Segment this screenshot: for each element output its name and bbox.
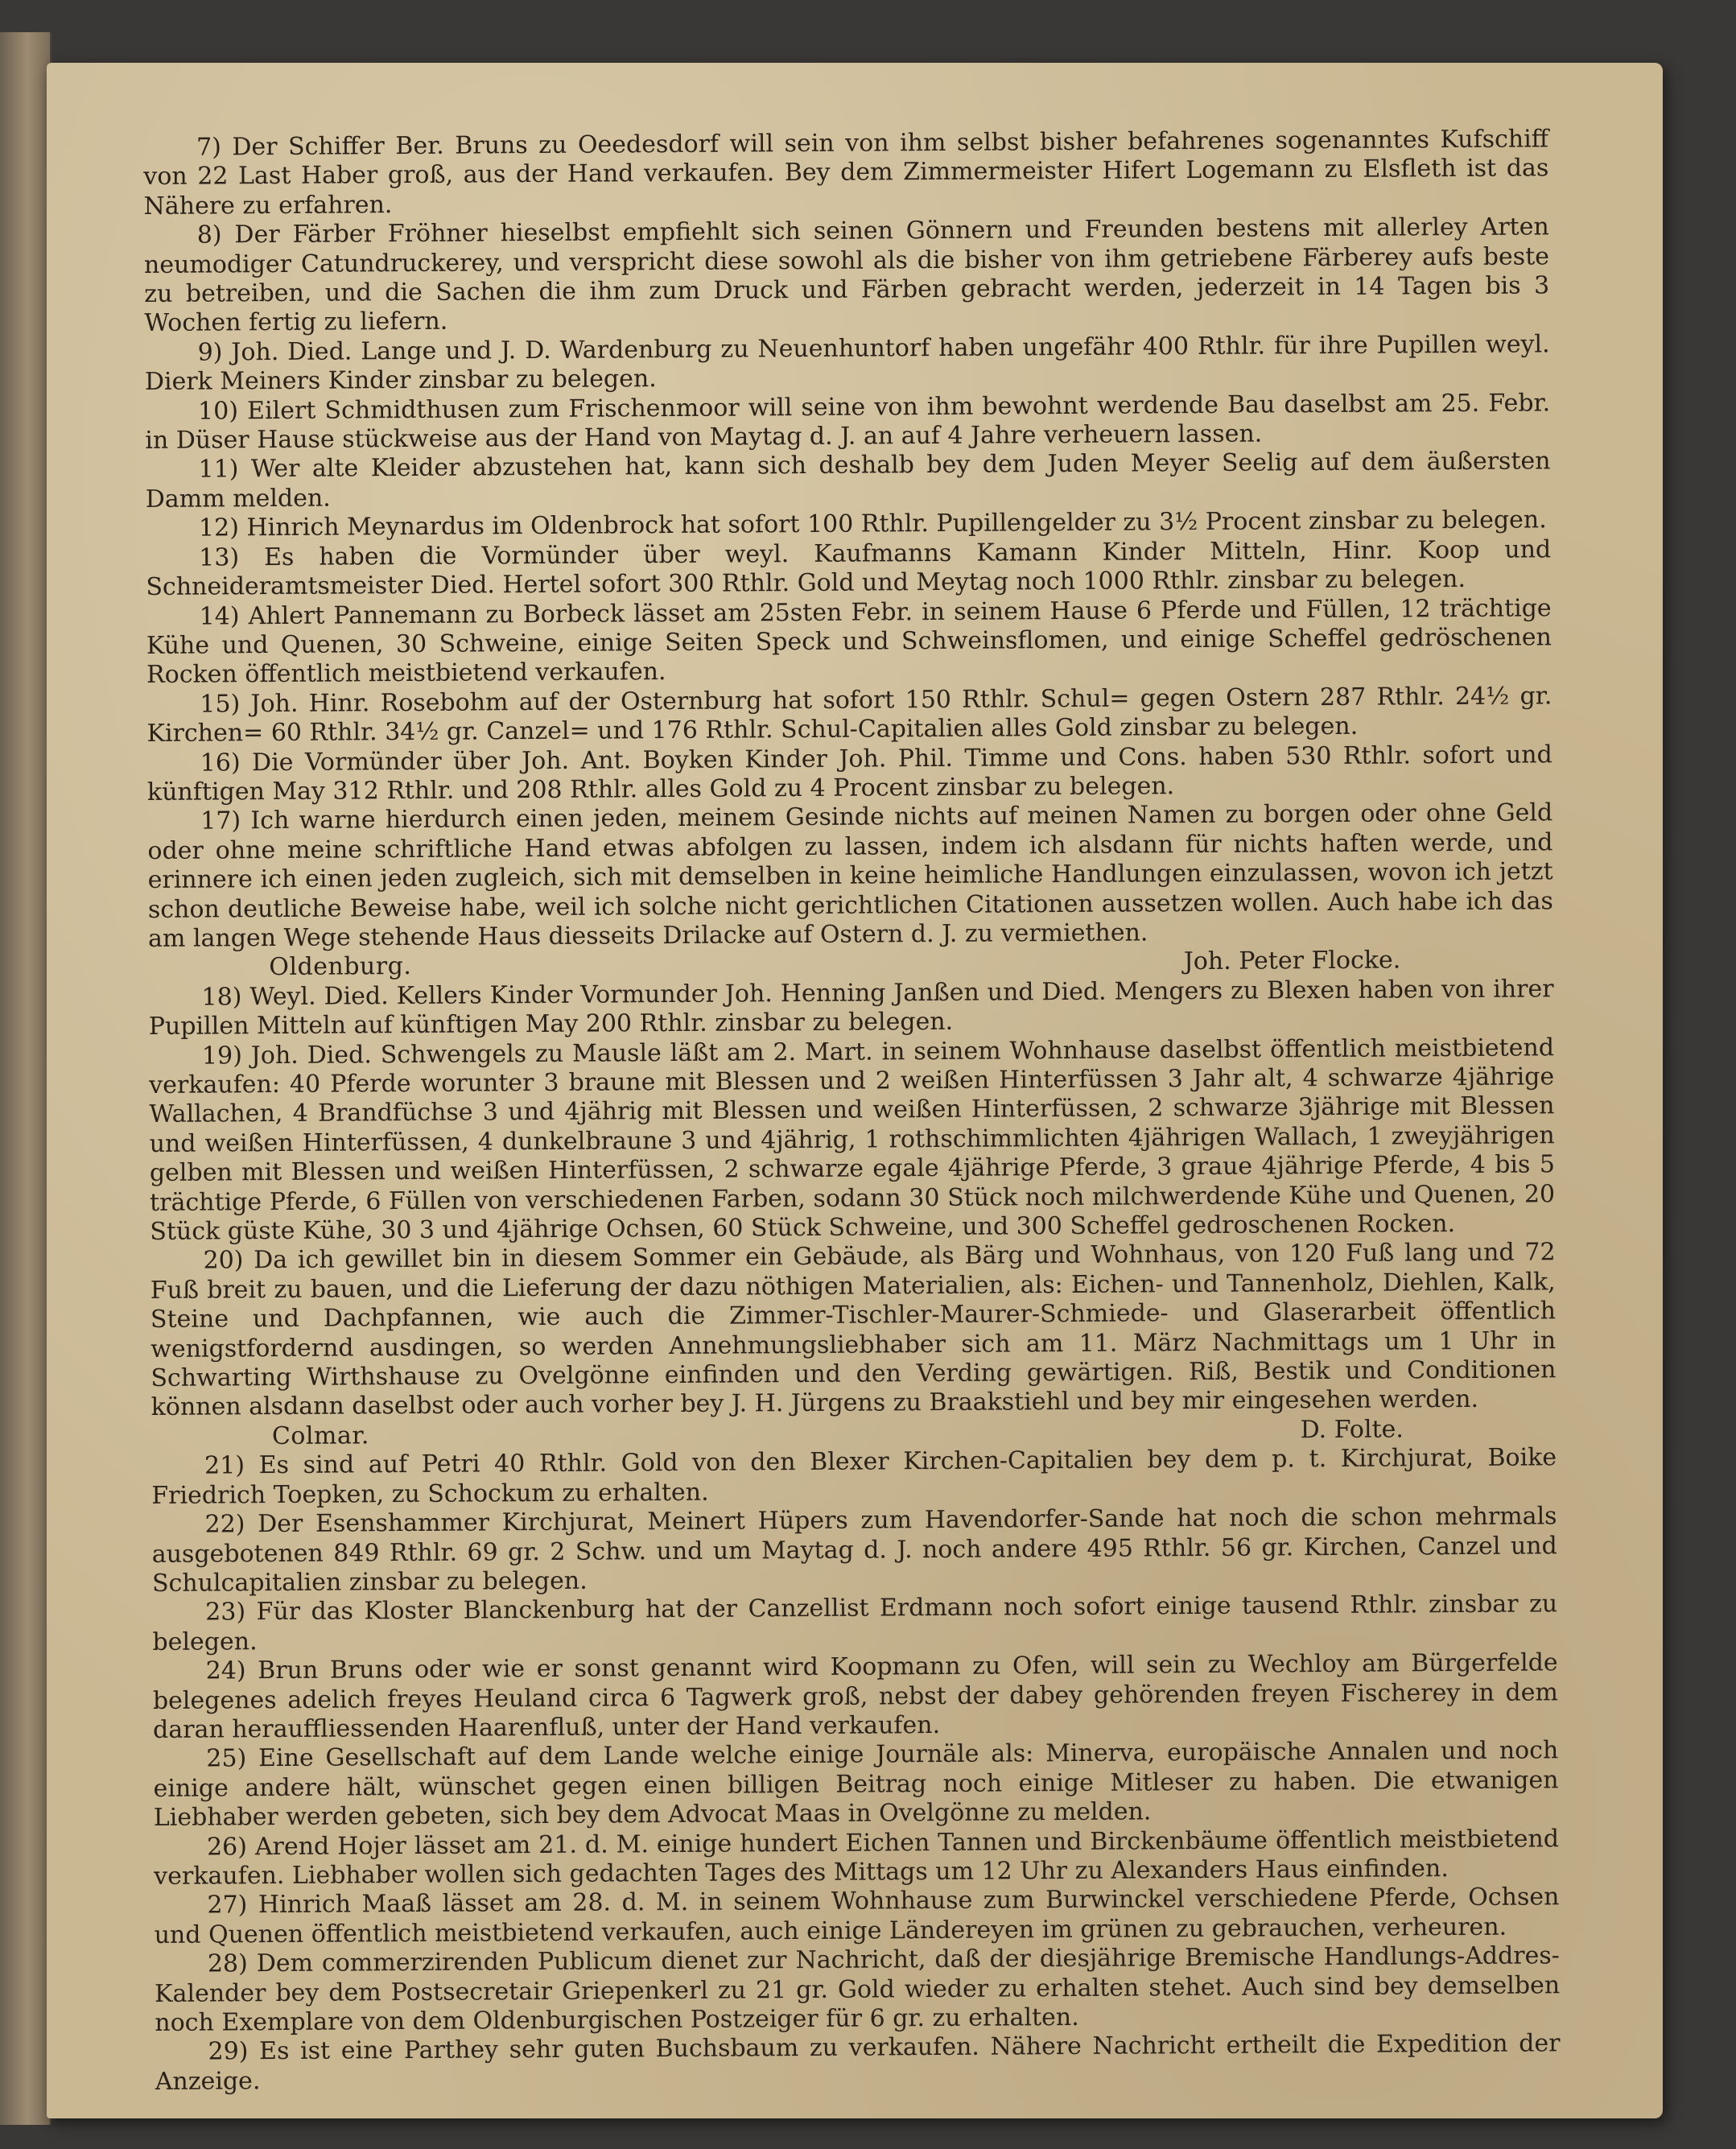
signature-name: D. Folte. xyxy=(1300,1415,1404,1445)
entry-24: 24) Brun Bruns oder wie er sonst genannt wird Koopmann zu Ofen, will sein zu Wechloy am Bürgerfelde belegenes adelich freyes Heuland circa 6 Tagwerk groß, nebst der dabey gehörenden freyen Fischerey in dem daran herauffliessenden Haarenfluß, unter der Hand verkaufen. xyxy=(152,1648,1558,1744)
entry-28: 28) Dem commerzirenden Publicum dienet zur Nachricht, daß der diesjährige Bremische Handlungs-Addres-Kalender bey dem Postsecretair Griepenkerl zu 21 gr. Gold wieder zu erhalten stehet. Auch sind bey demselben noch Exemplare von dem Oldenburgischen Postzeiger für 6 gr. zu erhalten. xyxy=(155,1941,1561,2037)
entry-8: 8) Der Färber Fröhner hieselbst empfiehlt sich seinen Gönnern und Freunden bestens mit allerley Arten neumodiger Catundruckerey, und verspricht diese sowohl als die bisher von ihm getriebene Färberey aufs beste zu betreiben, und die Sachen die ihm zum Druck und Färben gebracht werden, jederzeit in 14 Tagen bis 3 Wochen fertig zu liefern. xyxy=(143,212,1550,338)
entry-18: 18) Weyl. Died. Kellers Kinder Vormunder Joh. Henning Janßen und Died. Mengers zu Blexen haben von ihrer Pupillen Mitteln auf künftigen May 200 Rthlr. zinsbar zu belegen. xyxy=(148,975,1554,1042)
entry-20: 20) Da ich gewillet bin in diesem Sommer ein Gebäude, als Bärg und Wohnhaus, von 120 Fuß lang und 72 Fuß breit zu bauen, und die Lieferung der dazu nöthigen Materialien, als: Eichen- und Tannenholz, Diehlen, Kalk, Steine und Dachpfannen, wie auch die Zimmer-Tischler-Maurer-Schmiede- und Glaserarbeit öffentlich wenigstfordernd ausdingen, so werden Annehmungsliebhaber sich am 11. März Nachmittags um 1 Uhr in Schwarting Wirthshause zu Ovelgönne einfinden und den Verding gewärtigen. Riß, Bestik und Conditionen können alsdann daselbst oder auch vorher bey J. H. Jürgens zu Braakstiehl und bey mir eingesehen werden. xyxy=(150,1238,1557,1422)
entry-9: 9) Joh. Died. Lange und J. D. Wardenburg zu Neuenhuntorf haben ungefähr 400 Rthlr. für ihre Pupillen weyl. Dierk Meiners Kinder zinsbar zu belegen. xyxy=(144,330,1550,397)
entry-16: 16) Die Vormünder über Joh. Ant. Boyken Kinder Joh. Phil. Timme und Cons. haben 530 Rthlr. sofort und künftigen May 312 Rthlr. und 208 Rthlr. alles Gold zu 4 Procent zinsbar zu belegen. xyxy=(146,740,1553,806)
entry-23: 23) Für das Kloster Blanckenburg hat der Canzellist Erdmann noch sofort einige tausend Rthlr. zinsbar zu belegen. xyxy=(152,1590,1558,1656)
entry-19: 19) Joh. Died. Schwengels zu Mausle läßt am 2. Mart. in seinem Wohnhause daselbst öffentlich meistbietend verkaufen: 40 Pferde worunter 3 braune mit Blessen und 2 weißen Hinterfüssen 3 Jahr alt, 4 schwarze 4jährige Wallachen, 4 Brandfüchse 3 und 4jährig mit Blessen und weißen Hinterfüssen, 2 schwarze 3jährige mit Blessen und weißen Hinterfüssen, 4 dunkelbraune 3 und 4jährig, 1 rothschimmlichten 4jährigen Wallach, 1 zweyjährigen gelben mit Blessen und weißen Hinterfüssen, 2 schwarze egale 4jährige Pferde, 3 graue 4jährige Pferde, 4 bis 5 trächtige Pferde, 6 Füllen von verschiedenen Farben, sodann 30 Stück noch milchwerdende Kühe und Quenen, 20 Stück güste Kühe, 30 3 und 4jährige Ochsen, 60 Stück Schweine, und 300 Scheffel gedroschenen Rocken. xyxy=(149,1033,1556,1247)
entry-26: 26) Arend Hojer lässet am 21. d. M. einige hundert Eichen Tannen und Birckenbäume öffentlich meistbietend verkaufen. Liebhaber wollen sich gedachten Tages des Mittags um 12 Uhr zu Alexanders Haus einfinden. xyxy=(154,1824,1560,1891)
document-page xyxy=(47,63,1663,2118)
entry-14: 14) Ahlert Pannemann zu Borbeck lässet am 25sten Febr. in seinem Hause 6 Pferde und Füllen, 12 trächtige Kühe und Quenen, 30 Schweine, einige Seiten Speck und Schweinsflomen, und einige Scheffel gedröschenen Rocken öffentlich meistbietend verkaufen. xyxy=(146,593,1552,690)
entry-11: 11) Wer alte Kleider abzustehen hat, kann sich deshalb bey dem Juden Meyer Seelig auf dem äußersten Damm melden. xyxy=(145,447,1551,514)
entry-27: 27) Hinrich Maaß lässet am 28. d. M. in seinem Wohnhause zum Burwinckel verschiedene Pferde, Ochsen und Quenen öffentlich meistbietend verkaufen, auch einige Ländereyen im grünen zu gebrauchen, verheuren. xyxy=(154,1883,1560,1949)
left-page-edge xyxy=(0,32,52,2125)
entry-25: 25) Eine Gesellschaft auf dem Lande welche einige Journäle als: Minerva, europäische Annalen und noch einige andere hält, wünschet gegen einen billigen Beitrag noch einige Mitleser zu haben. Die etwanigen Liebhaber werden gebeten, sich bey dem Advocat Maas in Ovelgönne zu melden. xyxy=(153,1736,1559,1833)
entry-17: 17) Ich warne hierdurch einen jeden, meinem Gesinde nichts auf meinen Namen zu borgen oder ohne Geld oder ohne meine schriftliche Hand etwas abfolgen zu lassen, indem ich alsdann für nichts haften werde, und erinnere ich einen jeden zugleich, sich mit demselben in keine heimliche Handlungen einzulassen, wovon ich jetzt schon deutliche Beweise habe, weil ich solche nicht gerichtlichen Citationen aussetzen wollen. Auch habe ich das am langen Wege stehende Haus diesseits Drilacke auf Ostern d. J. zu vermiethen. xyxy=(147,798,1553,953)
entry-15: 15) Joh. Hinr. Rosebohm auf der Osternburg hat sofort 150 Rthlr. Schul= gegen Ostern 287 Rthlr. 24½ gr. Kirchen= 60 Rthlr. 34½ gr. Canzel= und 176 Rthlr. Schul-Capitalien alles Gold zinsbar zu belegen. xyxy=(146,682,1553,749)
entry-29: 29) Es ist eine Parthey sehr guten Buchsbaum zu verkaufen. Nähere Nachricht ertheilt die Expedition der Anzeige. xyxy=(155,2029,1561,2096)
signature-place: Oldenburg. xyxy=(269,952,412,982)
signature-name: Joh. Peter Flocke. xyxy=(1183,946,1401,976)
page-text xyxy=(143,125,1561,2097)
signature-place: Colmar. xyxy=(271,1421,370,1450)
entry-21: 21) Es sind auf Petri 40 Rthlr. Gold von den Blexer Kirchen-Capitalien bey dem p. t. Kirchjurat, Boike Friedrich Toepken, zu Schockum zu erhalten. xyxy=(151,1443,1557,1510)
entry-7: 7) Der Schiffer Ber. Bruns zu Oeedesdorf will sein von ihm selbst bisher befahrenes sogenanntes Kufschiff von 22 Last Haber groß, aus der Hand verkaufen. Bey dem Zimmermeister Hifert Logemann zu Elsfleth ist das Nähere zu erfahren. xyxy=(143,125,1549,221)
entry-13: 13) Es haben die Vormünder über weyl. Kaufmanns Kamann Kinder Mitteln, Hinr. Koop und Schneideramtsmeister Died. Hertel sofort 300 Rthlr. Gold und Meytag noch 1000 Rthlr. zinsbar zu belegen. xyxy=(146,535,1552,602)
entry-22: 22) Der Esenshammer Kirchjurat, Meinert Hüpers zum Havendorfer-Sande hat noch die schon mehrmals ausgebotenen 849 Rthlr. 69 gr. 2 Schw. und um Maytag d. J. noch andere 495 Rthlr. 56 gr. Kirchen, Canzel und Schulcapitalien zinsbar zu belegen. xyxy=(151,1502,1557,1598)
entry-10: 10) Eilert Schmidthusen zum Frischenmoor will seine von ihm bewohnt werdende Bau daselbst am 25. Febr. in Düser Hause stückweise aus der Hand von Maytag d. J. an auf 4 Jahre verheuern lassen. xyxy=(145,388,1551,456)
entry-12: 12) Hinrich Meynardus im Oldenbrock hat sofort 100 Rthlr. Pupillengelder zu 3½ Procent zinsbar zu belegen. xyxy=(198,505,1547,542)
